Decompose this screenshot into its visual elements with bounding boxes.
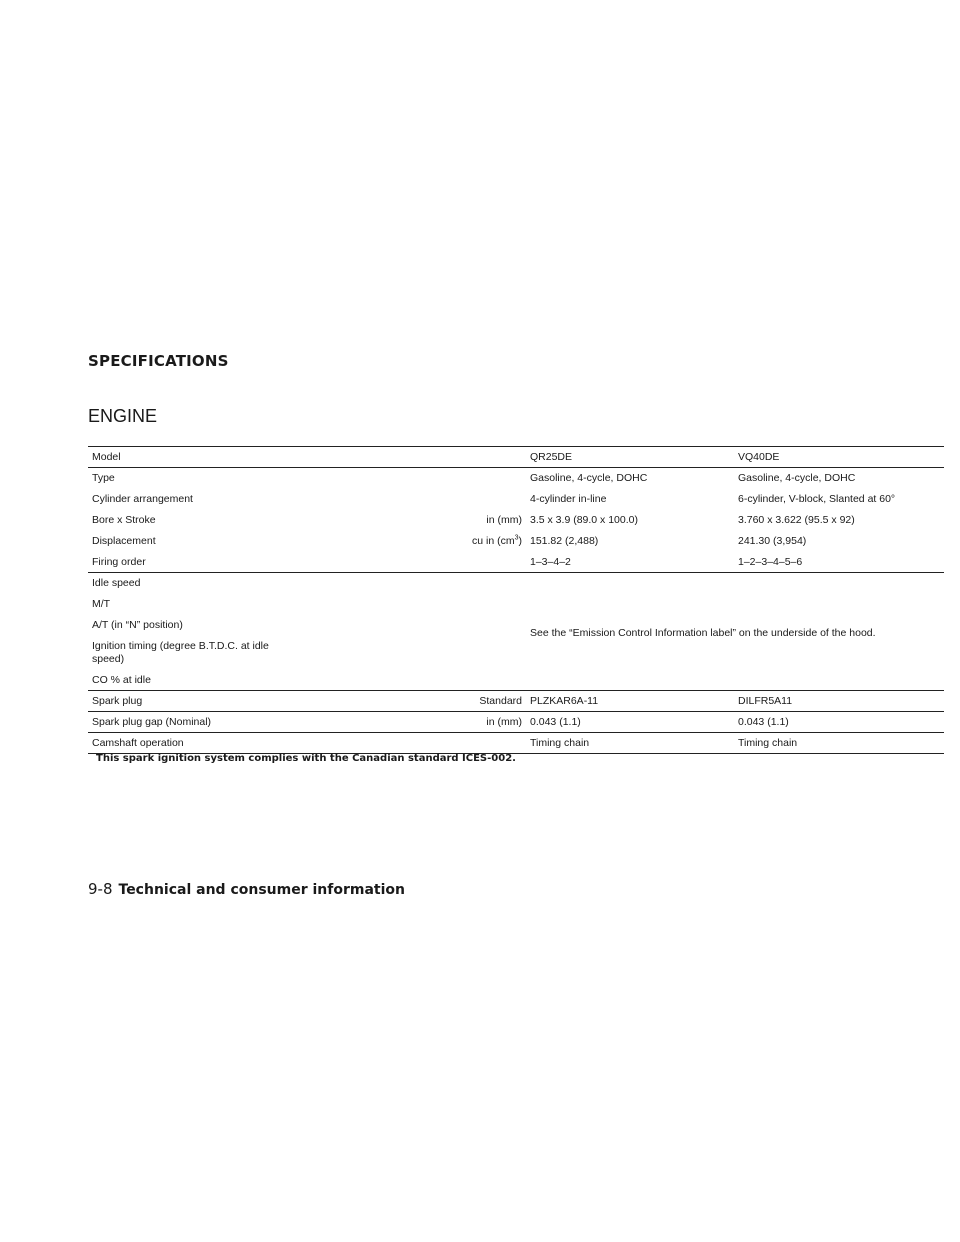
row-label: Firing order	[92, 556, 146, 568]
row-value-qr25de: 4-cylinder in-line	[530, 493, 607, 505]
row-value-vq40de: Timing chain	[738, 737, 798, 749]
header-label: Model	[92, 451, 121, 463]
row-value-vq40de: 241.30 (3,954)	[738, 535, 807, 547]
camshaft-group	[88, 733, 944, 754]
table-row	[88, 712, 944, 733]
row-unit	[430, 485, 528, 506]
row-value-qr25de: 1–3–4–2	[530, 556, 571, 568]
table-header-row	[88, 447, 944, 468]
table-row	[88, 506, 944, 527]
row-label: Spark plug	[92, 695, 143, 707]
header-col2: VQ40DE	[738, 451, 780, 463]
table-row	[88, 733, 944, 754]
table-row	[88, 691, 944, 712]
row-unit	[430, 468, 528, 486]
row-unit	[430, 733, 528, 754]
table-header-group	[88, 447, 944, 468]
unit-suffix: )	[518, 535, 522, 547]
unit-prefix: cu in (cm	[472, 535, 515, 547]
row-label: Bore x Stroke	[92, 514, 156, 526]
row-value-vq40de: 1–2–3–4–5–6	[738, 556, 803, 568]
subsection-title: ENGINE	[88, 406, 158, 426]
table-row	[88, 485, 944, 506]
general-spec-group	[88, 468, 944, 573]
page-footer	[88, 880, 405, 898]
row-label: Displacement	[92, 535, 156, 547]
table-row	[88, 527, 944, 548]
spark-plug-group	[88, 691, 944, 712]
table-row	[88, 548, 944, 573]
row-unit: Standard	[479, 695, 522, 707]
compliance-note: This spark ignition system complies with the Canadian standard ICES-002.	[96, 753, 516, 764]
row-label: CO % at idle	[92, 674, 151, 686]
row-value-vq40de: 6-cylinder, V-block, Slanted at 60°	[738, 493, 896, 505]
row-label: Ignition timing (degree B.T.D.C. at idle speed)	[92, 640, 269, 665]
row-label: Cylinder arrangement	[92, 493, 193, 505]
unit-superscript: 3	[514, 534, 519, 542]
row-label: Spark plug gap (Nominal)	[92, 716, 212, 728]
row-value-vq40de: DILFR5A11	[738, 695, 793, 707]
row-value-qr25de: Timing chain	[530, 737, 590, 749]
emission-label-note: See the “Emission Control Information label” on the underside of the hood.	[530, 627, 876, 639]
page-number: 9-8	[88, 880, 113, 898]
row-label: A/T (in “N” position)	[92, 619, 183, 631]
row-value-vq40de: 3.760 x 3.622 (95.5 x 92)	[738, 514, 855, 526]
row-value-vq40de: 0.043 (1.1)	[738, 716, 789, 728]
row-unit	[430, 548, 528, 573]
idle-spec-group	[88, 573, 944, 691]
row-label: Type	[92, 472, 115, 484]
row-unit	[430, 527, 528, 548]
header-col1: QR25DE	[530, 451, 573, 463]
table-row	[88, 573, 944, 591]
engine-spec-table	[88, 446, 944, 754]
chapter-title: Technical and consumer information	[118, 882, 405, 898]
row-value-qr25de: Gasoline, 4-cycle, DOHC	[530, 472, 648, 484]
row-unit: in (mm)	[486, 716, 522, 728]
row-label: Idle speed	[92, 577, 141, 589]
row-label: Camshaft operation	[92, 737, 184, 749]
table-row	[88, 468, 944, 486]
section-title: SPECIFICATIONS	[88, 352, 229, 370]
row-value-vq40de: Gasoline, 4-cycle, DOHC	[738, 472, 856, 484]
row-value-qr25de: 0.043 (1.1)	[530, 716, 581, 728]
row-value-qr25de: PLZKAR6A-11	[530, 695, 599, 707]
spark-gap-group	[88, 712, 944, 733]
row-value-qr25de: 3.5 x 3.9 (89.0 x 100.0)	[530, 514, 638, 526]
row-value-qr25de: 151.82 (2,488)	[530, 535, 599, 547]
row-unit: in (mm)	[486, 514, 522, 526]
row-label: M/T	[92, 598, 111, 610]
